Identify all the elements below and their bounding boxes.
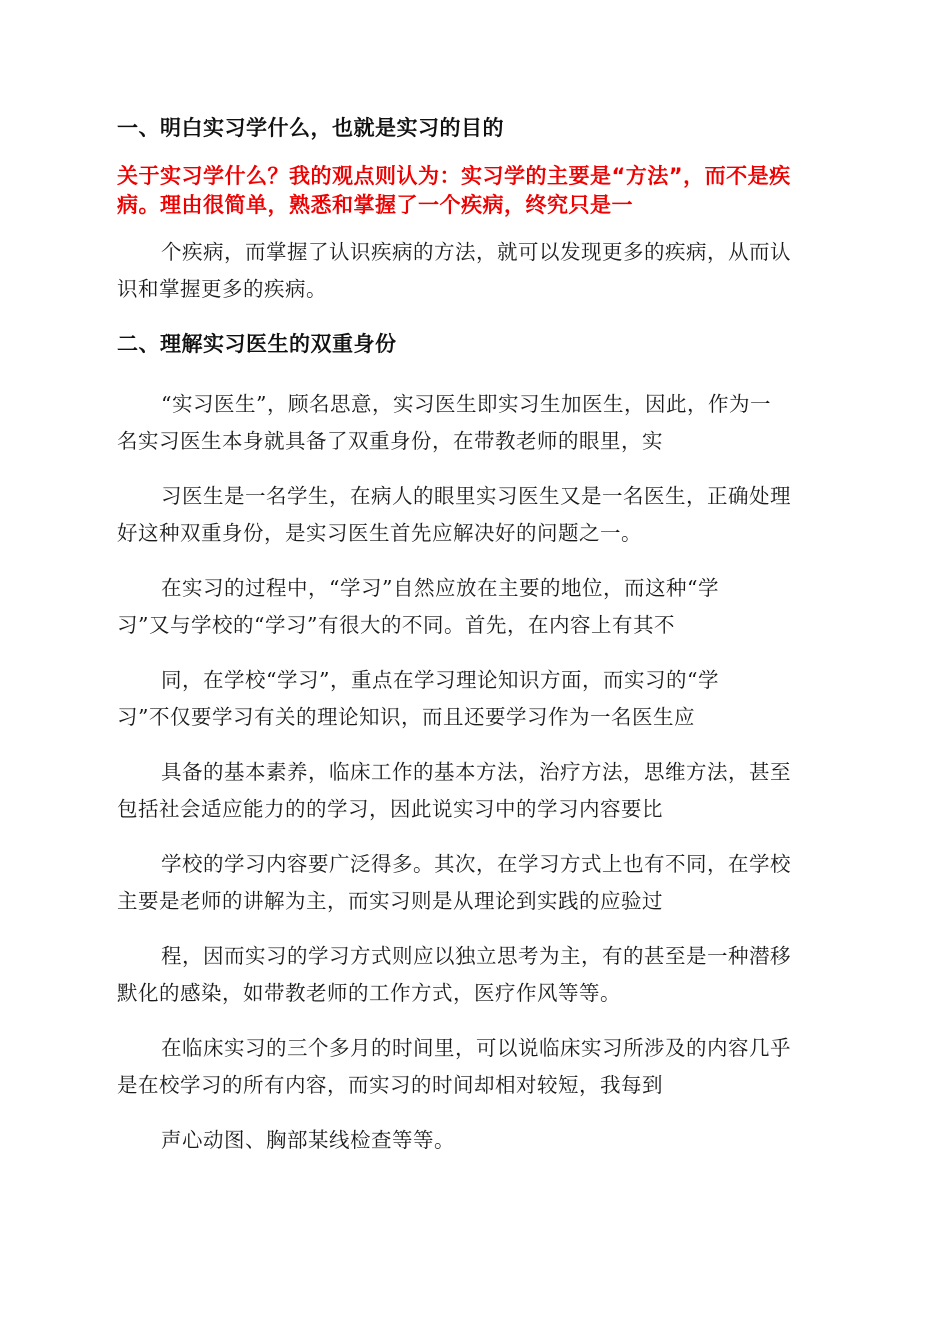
paragraph-8 <box>117 938 835 1012</box>
paragraph-2-line-1: “实习医生”，顾名思意，实习医生即实习生加医生，因此，作为一 <box>161 392 771 416</box>
paragraph-2-line-2: 名实习医生本身就具备了双重身份，在带教老师的眼里，实 <box>117 429 663 453</box>
document-body <box>117 112 835 1159</box>
paragraph-5-line-2: 习”不仅要学习有关的理论知识，而且还要学习作为一名医生应 <box>117 705 695 729</box>
paragraph-4-line-1: 在实习的过程中，“学习”自然应放在主要的地位，而这种“学 <box>161 576 719 600</box>
highlighted-line-2: 病。理由很简单，熟悉和掌握了一个疾病，终究只是一 <box>117 193 633 217</box>
paragraph-9 <box>117 1030 835 1104</box>
paragraph-1-line-2: 识和掌握更多的疾病。 <box>117 277 327 301</box>
paragraph-8-line-1: 程，因而实习的学习方式则应以独立思考为主，有的甚至是一种潜移 <box>161 944 791 968</box>
highlighted-line-1: 关于实习学什么？我的观点则认为：实习学的主要是“方法”，而不是疾 <box>117 164 791 188</box>
paragraph-3 <box>117 478 835 552</box>
paragraph-5-line-1: 同，在学校“学习”，重点在学习理论知识方面，而实习的“学 <box>161 668 719 692</box>
paragraph-9-line-1: 在临床实习的三个多月的时间里，可以说临床实习所涉及的内容几乎 <box>161 1036 791 1060</box>
paragraph-3-line-2: 好这种双重身份，是实习医生首先应解决好的问题之一。 <box>117 521 642 545</box>
paragraph-10 <box>117 1122 835 1159</box>
paragraph-6 <box>117 754 835 828</box>
paragraph-7-line-2: 主要是老师的讲解为主，而实习则是从理论到实践的应验过 <box>117 889 663 913</box>
paragraph-7-line-1: 学校的学习内容要广泛得多。其次，在学习方式上也有不同，在学校 <box>161 852 791 876</box>
paragraph-4 <box>117 570 835 644</box>
paragraph-10-line-1: 声心动图、胸部某线检查等等。 <box>161 1128 455 1152</box>
paragraph-1-line-1: 个疾病，而掌握了认识疾病的方法，就可以发现更多的疾病，从而认 <box>161 240 791 264</box>
paragraph-9-line-2: 是在校学习的所有内容，而实习的时间却相对较短，我每到 <box>117 1073 663 1097</box>
paragraph-5 <box>117 662 835 736</box>
section-heading-1: 一、明白实习学什么，也就是实习的目的 <box>117 116 504 140</box>
highlighted-paragraph <box>117 162 835 220</box>
paragraph-6-line-2: 包括社会适应能力的的学习，因此说实习中的学习内容要比 <box>117 797 663 821</box>
paragraph-2 <box>117 386 835 460</box>
paragraph-7 <box>117 846 835 920</box>
paragraph-3-line-1: 习医生是一名学生，在病人的眼里实习医生又是一名医生，正确处理 <box>161 484 791 508</box>
paragraph-8-line-2: 默化的感染，如带教老师的工作方式，医疗作风等等。 <box>117 981 621 1005</box>
paragraph-4-line-2: 习”又与学校的“学习”有很大的不同。首先，在内容上有其不 <box>117 613 675 637</box>
paragraph-6-line-1: 具备的基本素养，临床工作的基本方法，治疗方法，思维方法，甚至 <box>161 760 791 784</box>
section-heading-2: 二、理解实习医生的双重身份 <box>117 332 397 356</box>
paragraph-1 <box>117 234 835 308</box>
